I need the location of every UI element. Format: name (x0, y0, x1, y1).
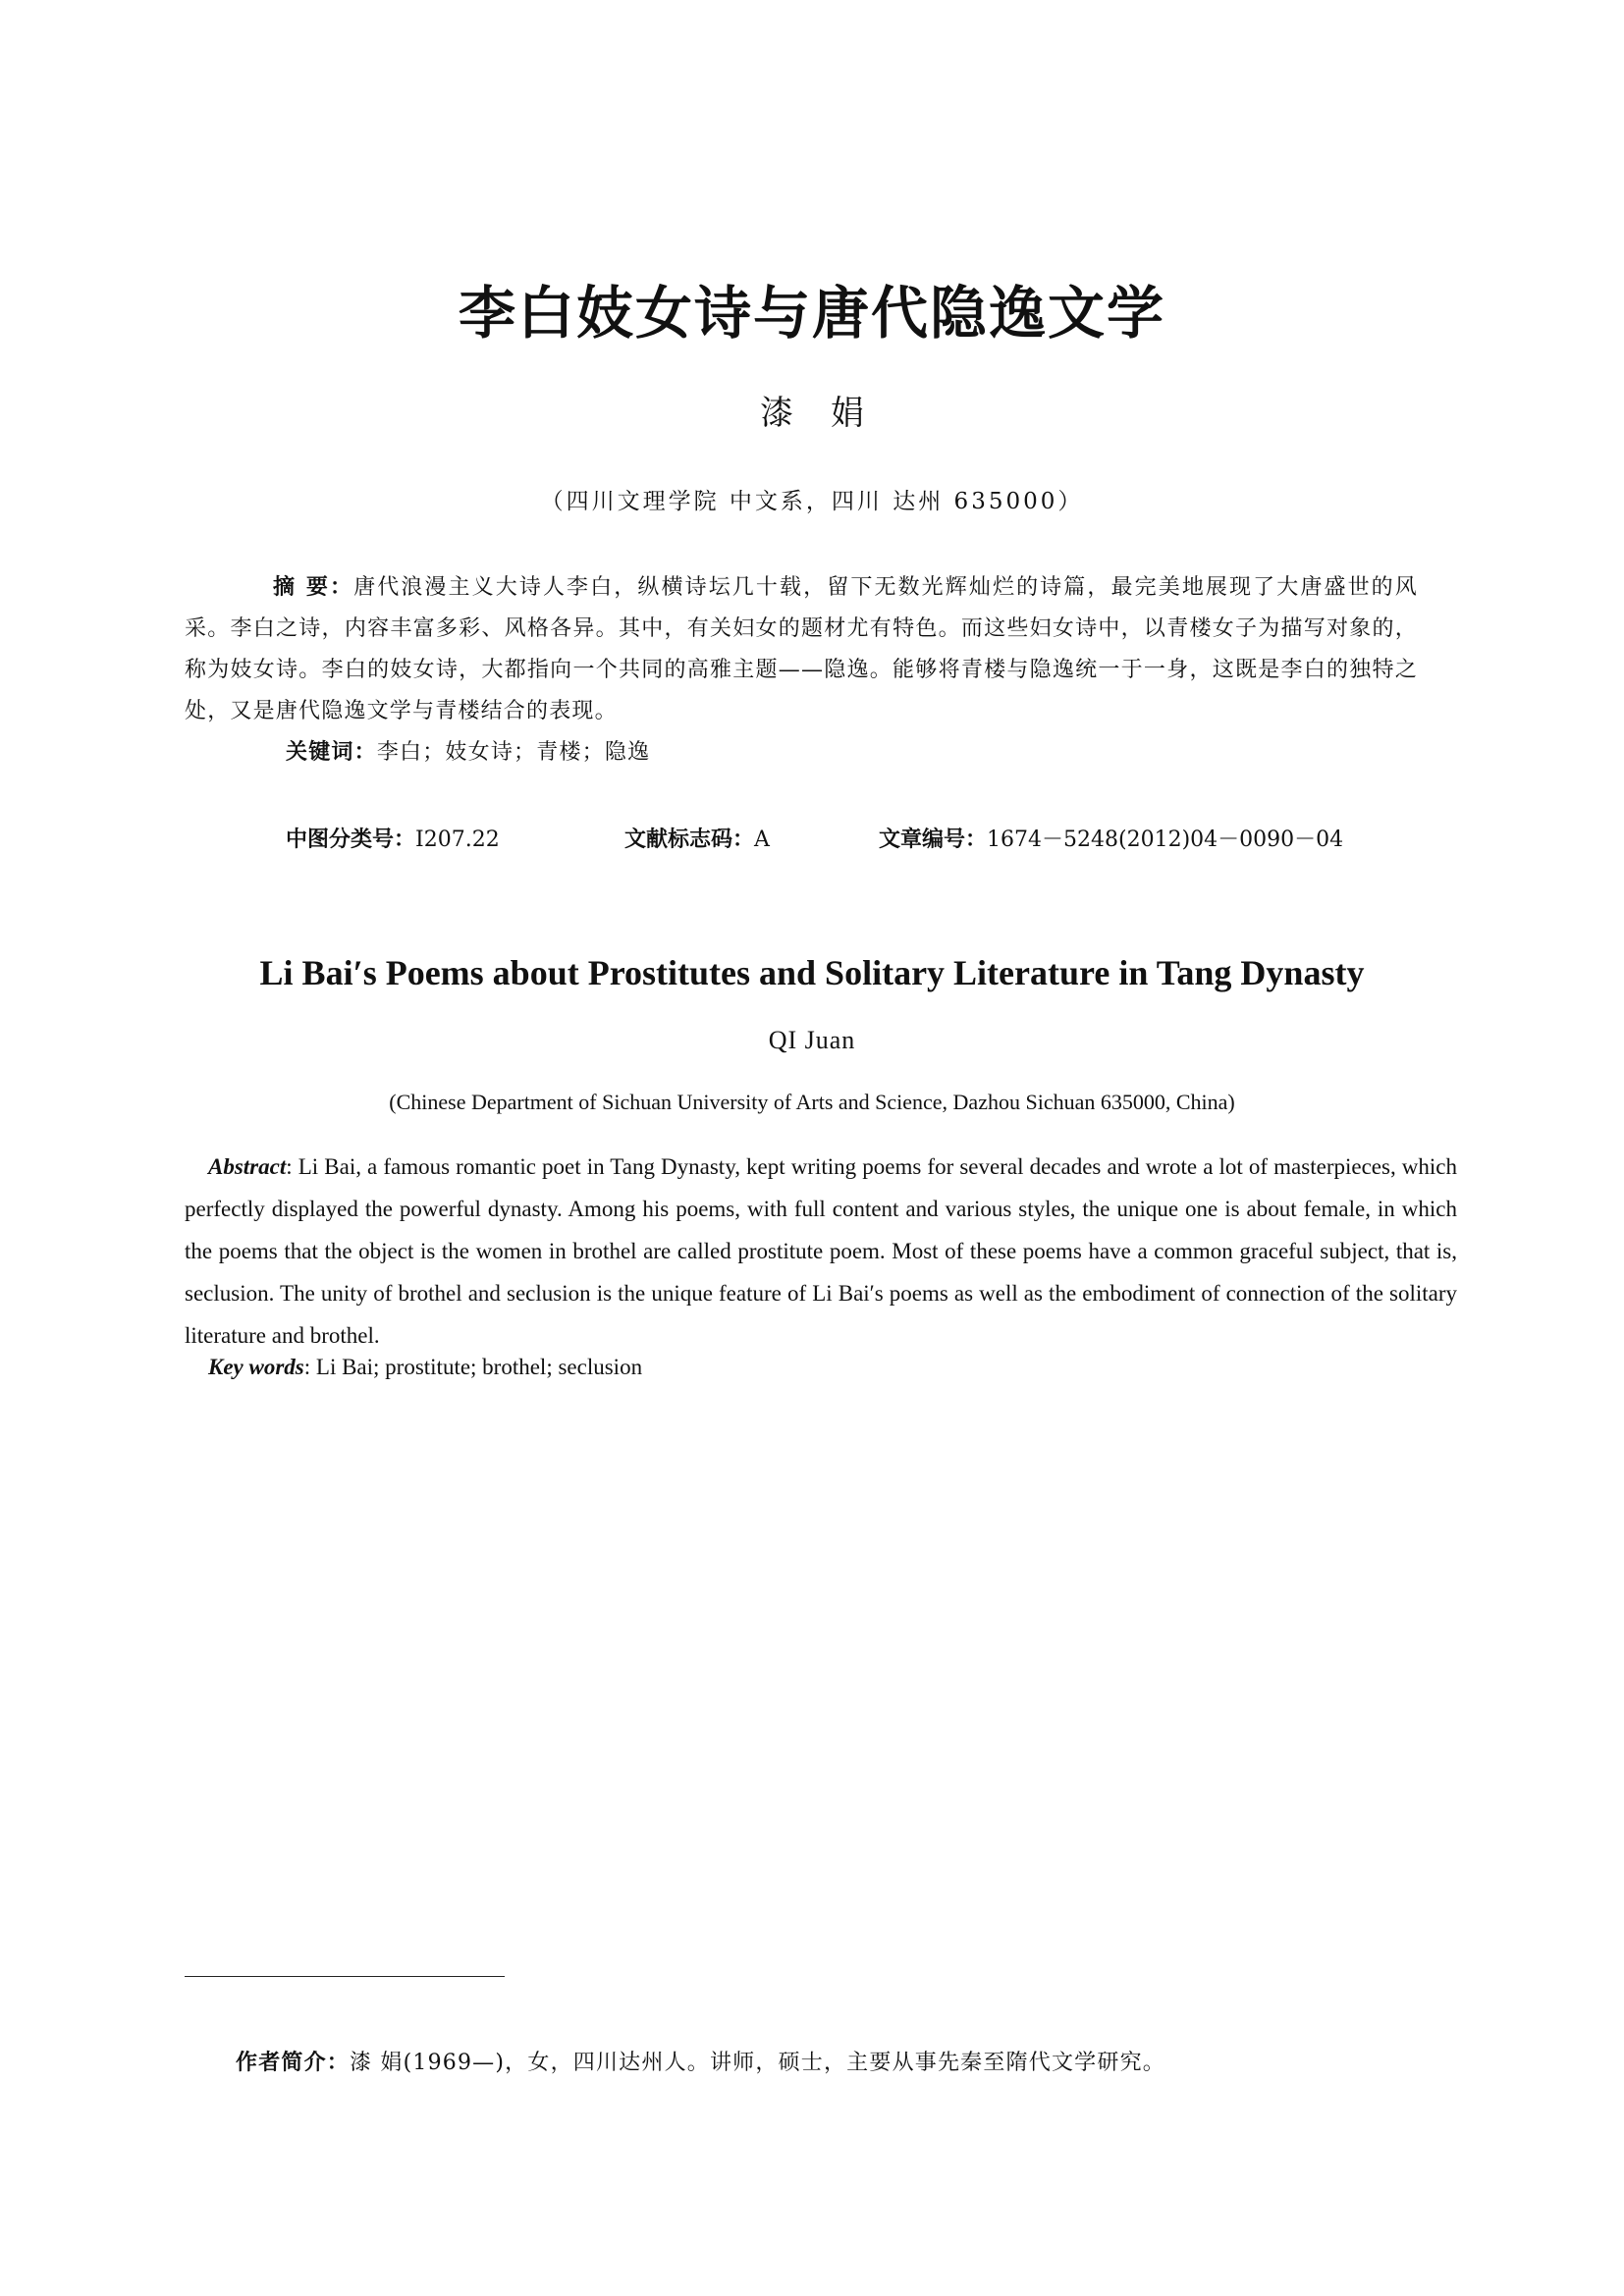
chinese-abstract-text: 唐代浪漫主义大诗人李白，纵横诗坛几十载，留下无数光辉灿烂的诗篇，最完美地展现了大唐盛世的风采。李白之诗，内容丰富多彩、风格各异。其中，有关妇女的题材尤有特色。而这些妇女诗中，以青楼女子为描写对象的，称为妓女诗。李白的妓女诗，大都指向一个共同的高雅主题——隐逸。能够将青楼与隐逸统一于一身，这既是李白的独特之处，又是唐代隐逸文学与青楼结合的表现。 (185, 575, 1418, 723)
chinese-keywords (286, 735, 650, 766)
chinese-author: 漆娟 (760, 394, 901, 433)
english-abstract (185, 1146, 1457, 1357)
article-number-label: 文章编号： (879, 828, 988, 852)
english-keywords-text: Li Bai; prostitute; brothel; seclusion (315, 1355, 643, 1379)
chinese-title: 李白妓女诗与唐代隐逸文学 (458, 280, 1165, 347)
english-author: QI Juan (768, 1026, 856, 1054)
document-code-label: 文献标志码： (624, 828, 755, 852)
document-code-value: A (754, 828, 770, 852)
document-code (624, 823, 770, 853)
chinese-keywords-text: 李白；妓女诗；青楼；隐逸 (376, 740, 651, 765)
chinese-abstract-label: 摘 要： (273, 575, 354, 600)
footnote-text: 漆 娟(1969—)，女，四川达州人。讲师，硕士，主要从事先秦至隋代文学研究。 (350, 2051, 1165, 2075)
article-number (879, 823, 1343, 853)
english-abstract-separator: : (286, 1154, 298, 1179)
english-keywords (208, 1355, 642, 1380)
article-number-value: 1674－5248(2012)04－0090－04 (987, 828, 1344, 852)
chinese-affiliation: （四川文理学院 中文系，四川 达州 635000） (540, 489, 1084, 514)
english-affiliation: (Chinese Department of Sichuan University of Arts and Science, Dazhou Sichuan 635000, China) (389, 1090, 1235, 1114)
english-keywords-label: Key words (208, 1355, 304, 1379)
clc-value: I207.22 (415, 828, 500, 852)
english-abstract-label: Abstract (208, 1154, 287, 1179)
chinese-keywords-label: 关键词： (286, 740, 377, 765)
chinese-abstract (185, 567, 1418, 732)
footnote-divider (185, 1976, 505, 1977)
author-footnote (236, 2046, 1165, 2076)
english-abstract-text: Li Bai, a famous romantic poet in Tang Dynasty, kept writing poems for several decades and wrote a lot of masterpieces, which perfectly displayed the powerful dynasty. Among his poems, with full content and various styles, the unique one is about female, in which the poems that the object is the women in brothel are called prostitute poem. Most of these poems have a common graceful subject, that is, seclusion. The unity of brothel and seclusion is the unique feature of Li Bai′s poems as well as the embodiment of connection of the solitary literature and brothel. (185, 1154, 1457, 1348)
footnote-label: 作者简介： (236, 2051, 351, 2075)
clc-label: 中图分类号： (286, 828, 416, 852)
english-title: Li Bai′s Poems about Prostitutes and Solitary Literature in Tang Dynasty (259, 953, 1365, 992)
clc-number (286, 823, 500, 853)
english-keywords-separator: : (303, 1355, 316, 1379)
